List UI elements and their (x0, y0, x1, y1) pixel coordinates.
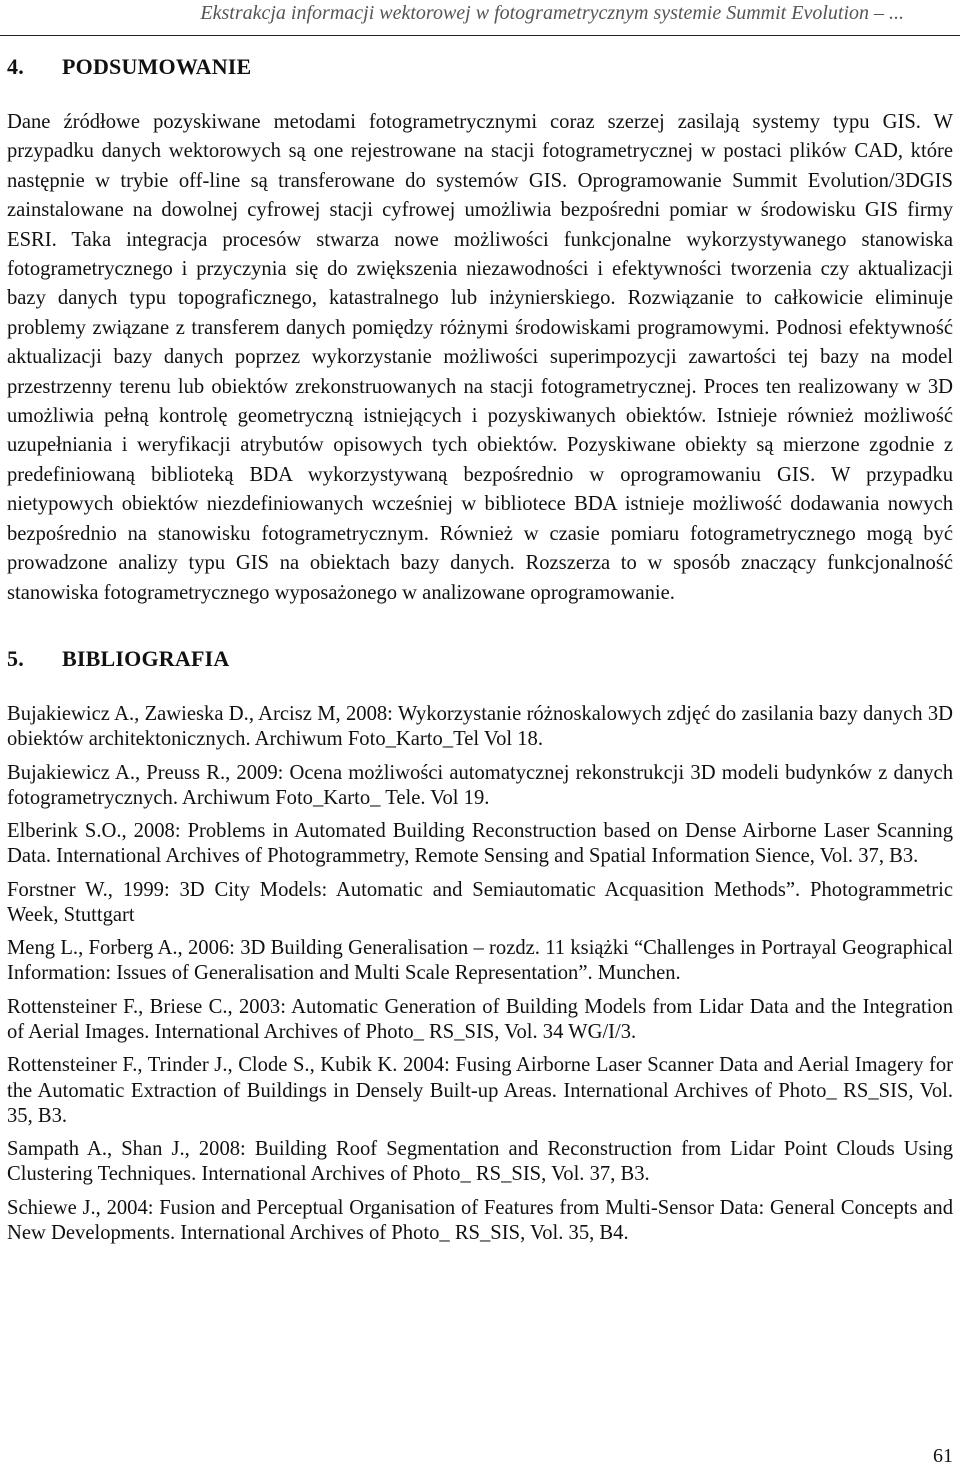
bibliography-entry: Forstner W., 1999: 3D City Models: Automatic and Semiautomatic Acquasition Methods”. Photogrammetric Week, Stuttgart (7, 878, 953, 926)
bibliography-entry: Rottensteiner F., Trinder J., Clode S., Kubik K. 2004: Fusing Airborne Laser Scanner Data and Aerial Imagery for the Automatic Extraction of Buildings in Densely Built-up Areas. International Archives of Photo_ RS_SIS, Vol. 35, B3. (7, 1054, 953, 1127)
bibliography-entry: Bujakiewicz A., Zawieska D., Arcisz M, 2008: Wykorzystanie różnoskalowych zdjęć do zasilania bazy danych 3D obiektów architektonicznych. Archiwum Foto_Karto_Tel Vol 18. (7, 702, 953, 751)
section-title: PODSUMOWANIE (62, 54, 252, 79)
running-header-text: Ekstrakcja informacji wektorowej w fotogrametrycznym systemie Summit Evolution – ... (200, 2, 904, 24)
page-number: 61 (933, 1445, 953, 1467)
bibliography-entry: Meng L., Forberg A., 2006: 3D Building Generalisation – rozdz. 11 książki “Challenges in Portrayal Geographical Information: Issues of Generalisation and Multi Scale Representation”. Munchen. (7, 937, 953, 985)
bibliography-list (7, 702, 953, 1246)
section-number: 4. (7, 54, 24, 79)
section-heading-summary (7, 54, 953, 80)
bibliography-entry: Bujakiewicz A., Preuss R., 2009: Ocena możliwości automatycznej rekonstrukcji 3D modeli budynków z danych fotogrametrycznych. Archiwum Foto_Karto_ Tele. Vol 19. (7, 761, 953, 809)
bibliography-entry: Schiewe J., 2004: Fusion and Perceptual Organisation of Features from Multi-Sensor Data: General Concepts and New Developments. International Archives of Photo_ RS_SIS, Vol. 35, B4. (7, 1196, 953, 1245)
bibliography-entry: Rottensteiner F., Briese C., 2003: Automatic Generation of Building Models from Lidar Data and the Integration of Aerial Images. International Archives of Photo_ RS_SIS, Vol. 34 WG/I/3. (7, 995, 953, 1044)
section-heading-bibliography (7, 646, 953, 672)
page-content (7, 54, 953, 1254)
section-title: BIBLIOGRAFIA (62, 645, 230, 671)
running-header (0, 0, 960, 36)
bibliography-entry: Sampath A., Shan J., 2008: Building Roof Segmentation and Reconstruction from Lidar Point Clouds Using Clustering Techniques. International Archives of Photo_ RS_SIS, Vol. 37, B3. (7, 1138, 953, 1186)
bibliography-entry: Elberink S.O., 2008: Problems in Automated Building Reconstruction based on Dense Airborne Laser Scanning Data. International Archives of Photogrammetry, Remote Sensing and Spatial Information Sience, Vol. 37, B3. (7, 820, 953, 868)
section-number: 5. (7, 645, 24, 671)
summary-paragraph: Dane źródłowe pozyskiwane metodami fotogrametrycznymi coraz szerzej zasilają systemy typu GIS. W przypadku danych wektorowych są one rejestrowane na stacji fotogrametrycznej w postaci plików CAD, które następnie w trybie off-line są transferowane do systemów GIS. Oprogramowanie Summit Evolution/3DGIS zainstalowane na dowolnej cyfrowej stacji cyfrowej umożliwia bezpośredni pomiar w środowisku GIS firmy ESRI. Taka integracja procesów stwarza nowe możliwości funkcjonalne wykorzystywanego stanowiska fotogrametrycznego i przyczynia się do zwiększenia niezawodności i efektywności tworzenia czy aktualizacji bazy danych typu topograficznego, katastralnego lub inżynierskiego. Rozwiązanie to całkowicie eliminuje problemy związane z transferem danych pomiędzy różnymi środowiskami programowymi. Podnosi efektywność aktualizacji bazy danych poprzez wykorzystanie możliwości superimpozycji zawartości tej bazy na model przestrzenny terenu lub obiektów zrekonstruowanych na stacji fotogrametrycznej. Proces ten realizowany w 3D umożliwia pełną kontrolę geometryczną istniejących i pozyskiwanych obiektów. Istnieje również możliwość uzupełniania i weryfikacji atrybutów opisowych tych obiektów. Pozyskiwane obiekty są mierzone zgodnie z predefiniowaną biblioteką BDA wykorzystywaną bezpośrednio w oprogramowaniu GIS. W przypadku nietypowych obiektów niezdefiniowanych wcześniej w bibliotece BDA istnieje możliwość dodawania nowych bezpośrednio na stanowisku fotogrametrycznym. Również w czasie pomiaru fotogrametrycznego mogą być prowadzone analizy typu GIS na obiektach bazy danych. Rozszerza to w sposób znaczący funkcjonalność stanowiska fotogrametrycznego wyposażonego w analizowane oprogramowanie. (7, 111, 953, 604)
